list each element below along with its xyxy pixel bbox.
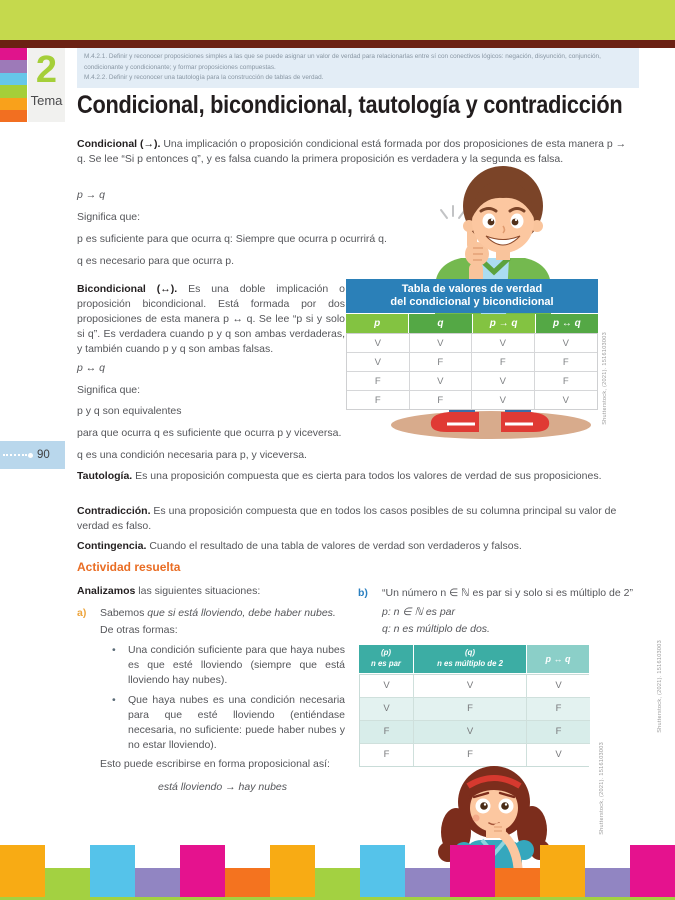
footer-bar — [315, 868, 360, 900]
table-cell: V — [535, 391, 598, 409]
bicondicional-body: Es una doble implicación o proposición bicondicional. Está formada por dos proposiciones de esta manera p ↔ q. Se lee “p si y solo si q”. Es verdadera cuando p y q son ambas verdaderas, y también cuando p y q son ambas falsas. — [77, 283, 345, 355]
item-a-marker: a) — [77, 607, 87, 619]
table-cell: V — [472, 372, 535, 391]
top-maroon-band — [0, 40, 675, 48]
footer-bar — [585, 868, 630, 900]
table-cell: V — [472, 391, 535, 409]
item-a-formula: está lloviendo → hay nubes — [158, 781, 287, 793]
bicondicional-viceversa-1: para que ocurra q es suficiente que ocurra p y viceversa. — [77, 427, 342, 439]
tema-color-squares — [0, 48, 27, 122]
footer-bar — [180, 845, 225, 900]
table2-header-q-top: (q) — [465, 648, 475, 657]
page-number-band — [0, 441, 65, 469]
table2-header-q-bottom: n es múltiplo de 2 — [437, 658, 503, 668]
page-number: 90 — [37, 449, 50, 461]
color-square — [0, 110, 27, 122]
table2-header-p — [359, 645, 413, 673]
bullet-icon: • — [112, 644, 116, 656]
item-b-content — [382, 586, 648, 637]
table-cell: F — [360, 721, 414, 744]
page-title: Condicional, bicondicional, tautología y contradicción — [77, 91, 623, 119]
color-square — [0, 98, 27, 110]
footer-bar — [405, 868, 450, 900]
photo-credit: Shutterstock, (2021). 1516103003 — [599, 742, 605, 835]
tautologia-lead: Tautología. — [77, 470, 133, 482]
table-cell: F — [410, 391, 473, 409]
contradiccion-body: Es una proposición compuesta que en todos los casos posibles de su columna principal su valor de verdad es falso. — [77, 505, 617, 532]
table1-header-q: q — [409, 314, 471, 333]
item-a-intro-line2: De otras formas: — [100, 624, 178, 636]
contradiccion-paragraph — [77, 504, 634, 534]
table1-header-row — [346, 314, 598, 333]
table1-header-p-iff-q: p ↔ q — [536, 314, 598, 333]
footer-bar — [495, 868, 540, 900]
dotted-leader — [3, 454, 27, 456]
condicional-paragraph — [77, 137, 634, 167]
table-cell: V — [360, 675, 414, 698]
table2-body — [359, 674, 589, 767]
activity-heading: Actividad resuelta — [77, 560, 181, 574]
table-cell: F — [410, 353, 473, 372]
item-a-intro-italic: que si está lloviendo, debe haber nubes. — [147, 607, 336, 619]
table-cell: V — [360, 698, 414, 721]
contingencia-paragraph — [77, 539, 634, 554]
table1-title-line2: del condicional y bicondicional — [390, 296, 554, 308]
standard-line-1: M.4.2.1. Definir y reconocer proposiciones simples a las que se puede asignar un valor de verdad para relacionarlas entre sí con conectivos lógicos: negación, disyunción, conjunción, condicionante y condicionante; y formar proposiciones compuestas. — [84, 53, 601, 71]
table-cell: F — [414, 744, 527, 766]
table-cell: V — [410, 372, 473, 391]
table-cell: F — [472, 353, 535, 372]
condicional-necesario: q es necesario para que ocurra p. — [77, 255, 235, 267]
truth-table-par-multiplo — [359, 645, 589, 767]
activity-item-a — [77, 606, 345, 795]
contingencia-lead: Contingencia. — [77, 540, 147, 552]
item-a-outro: Esto puede escribirse en forma proposicional así: — [100, 758, 330, 770]
top-color-band — [0, 0, 675, 40]
table-cell: V — [527, 675, 590, 698]
photo-credit: Shutterstock, (2021). 1516103003 — [657, 640, 663, 733]
bicondicional-viceversa-2: q es una condición necesaria para p, y viceversa. — [77, 449, 307, 461]
condicional-lead: Condicional (→). — [77, 138, 161, 150]
activity-intro-body: las siguientes situaciones: — [135, 585, 261, 597]
condicional-formula: p → q — [77, 189, 106, 201]
table-cell: F — [535, 372, 598, 391]
color-square — [0, 60, 27, 72]
bicondicional-significa: Significa que: — [77, 384, 141, 396]
condicional-significa: Significa que: — [77, 211, 141, 223]
table-cell: V — [347, 353, 410, 372]
truth-table-condicional-bicondicional — [346, 279, 598, 410]
bicondicional-formula: p ↔ q — [77, 362, 106, 374]
table-cell: V — [527, 744, 590, 766]
table-cell: F — [527, 721, 590, 744]
bullet-item — [112, 643, 345, 688]
curriculum-standards-box — [77, 48, 639, 88]
footer-bar — [0, 845, 45, 900]
table1-body — [346, 333, 598, 410]
color-square — [0, 85, 27, 97]
table-cell: F — [535, 353, 598, 372]
footer-bar — [225, 868, 270, 900]
item-a-intro-normal: Sabemos — [100, 607, 148, 619]
table2-header-p-iff-q: p ↔ q — [527, 645, 589, 673]
item-a-content — [100, 606, 345, 795]
condicional-body: Una implicación o proposición condicional está formada por dos proposiciones de esta manera p → q. Se lee “Si p entonces q”, y es falsa cuando la primera proposición es verdadera y la segunda es falsa. — [77, 138, 627, 165]
table2-header-p-top: (p) — [381, 648, 391, 657]
footer-bar — [135, 868, 180, 900]
footer-bar — [45, 868, 90, 900]
bullet-text: Una condición suficiente para que haya nubes es que esté lloviendo (siempre que está lloviendo hay nubes). — [128, 644, 345, 686]
table-cell: F — [360, 744, 414, 766]
color-square — [0, 48, 27, 60]
item-b-statement: “Un número n ∈ ℕ es par si y solo si es múltiplo de 2” — [382, 587, 633, 599]
activity-intro — [77, 584, 377, 599]
activity-item-b — [352, 586, 648, 767]
tema-label: Tema — [30, 93, 63, 108]
item-a-intro — [100, 606, 345, 621]
condicional-suficiente: p es suficiente para que ocurra q: Siempre que ocurra p ocurrirá q. — [77, 233, 387, 245]
table-cell: F — [347, 372, 410, 391]
standard-line-2: M.4.2.2. Definir y reconocer una tautología para la construcción de tablas de verdad. — [84, 74, 324, 82]
item-b-p-definition: p: n ∈ ℕ es par — [382, 606, 456, 618]
item-b-marker: b) — [358, 587, 368, 599]
bullet-text: Que haya nubes es una condición necesaria para que esté lloviendo (entiéndase necesaria, no suficiente: puede haber nubes y no estar lloviendo). — [128, 694, 345, 751]
activity-intro-lead: Analizamos — [77, 585, 136, 597]
table-cell: F — [347, 391, 410, 409]
table1-title-line1: Tabla de valores de verdad — [401, 283, 543, 295]
bullet-item — [112, 693, 345, 753]
footer-bar — [270, 845, 315, 900]
table-cell: V — [414, 675, 527, 698]
tema-number: 2 — [35, 49, 58, 91]
table-cell: F — [527, 698, 590, 721]
contingencia-body: Cuando el resultado de una tabla de valores de verdad son verdaderos y falsos. — [146, 540, 522, 552]
table2-header-q — [414, 645, 526, 673]
table1-title — [346, 279, 598, 313]
tautologia-body: Es una proposición compuesta que es cierta para todos los valores de verdad de sus proposiciones. — [132, 470, 602, 482]
color-square — [0, 73, 27, 85]
table-cell: V — [472, 334, 535, 353]
photo-credit: Shutterstock, (2021). 1516103003 — [602, 332, 608, 425]
table-cell: V — [535, 334, 598, 353]
table-cell: V — [414, 721, 527, 744]
table-cell: V — [347, 334, 410, 353]
bicondicional-lead: Bicondicional (↔). — [77, 283, 178, 295]
footer-bar — [360, 845, 405, 900]
bullet-icon: • — [112, 694, 116, 706]
table1-header-p-implies-q: p → q — [473, 314, 535, 333]
footer-bar — [540, 845, 585, 900]
footer-bar — [90, 845, 135, 900]
table1-header-p: p — [346, 314, 408, 333]
tema-box — [28, 48, 65, 122]
leader-dot — [28, 453, 33, 458]
table2-header-row — [359, 645, 589, 673]
bicondicional-equivalentes: p y q son equivalentes — [77, 405, 182, 417]
item-b-q-definition: q: n es múltiplo de dos. — [382, 623, 490, 635]
table-cell: F — [414, 698, 527, 721]
bicondicional-paragraph — [77, 282, 345, 357]
footer-bar — [450, 845, 495, 900]
footer-bars — [0, 845, 675, 900]
tautologia-paragraph — [77, 469, 634, 484]
table-cell: V — [410, 334, 473, 353]
table2-header-p-bottom: n es par — [371, 658, 401, 668]
contradiccion-lead: Contradicción. — [77, 505, 151, 517]
footer-bar — [630, 845, 675, 900]
